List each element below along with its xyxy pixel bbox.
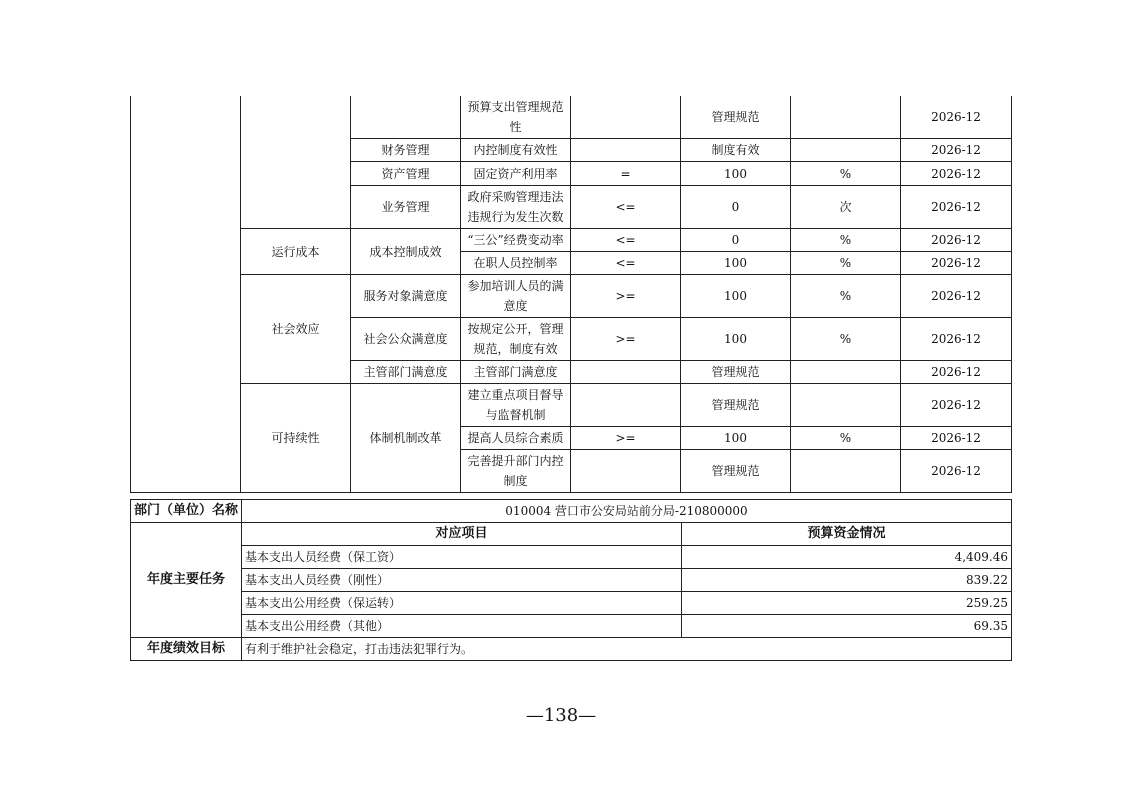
indicator-level3: 预算支出管理规范性 [461, 96, 571, 139]
target-value: 100 [681, 275, 791, 318]
deadline-cell: 2026-12 [901, 427, 1012, 450]
table-row [131, 275, 1012, 318]
target-value: 100 [681, 427, 791, 450]
operator-cell: <= [571, 186, 681, 229]
indicator-level2: 体制机制改革 [351, 384, 461, 493]
indicator-level3: 主管部门满意度 [461, 361, 571, 384]
deadline-cell: 2026-12 [901, 252, 1012, 275]
unit-cell: % [791, 275, 901, 318]
unit-cell [791, 384, 901, 427]
operator-cell: <= [571, 252, 681, 275]
indicator-level3: 政府采购管理违法违规行为发生次数 [461, 186, 571, 229]
unit-cell [791, 361, 901, 384]
deadline-cell: 2026-12 [901, 139, 1012, 162]
table-row [131, 523, 1012, 546]
task-amount: 839.22 [682, 569, 1012, 592]
indicator-level3: 固定资产利用率 [461, 162, 571, 186]
deadline-cell: 2026-12 [901, 275, 1012, 318]
table-row [131, 96, 1012, 139]
department-info-table [130, 499, 1012, 661]
operator-cell [571, 96, 681, 139]
target-value: 管理规范 [681, 450, 791, 493]
table-row [131, 384, 1012, 427]
target-value: 管理规范 [681, 384, 791, 427]
dept-name-label: 部门（单位）名称 [131, 500, 242, 523]
dept-name-value: 010004 营口市公安局站前分局-210800000 [242, 500, 1012, 523]
table-row [131, 569, 1012, 592]
task-name: 基本支出公用经费（保运转） [242, 592, 682, 615]
unit-cell: % [791, 162, 901, 186]
task-amount: 259.25 [682, 592, 1012, 615]
indicator-level2: 社会公众满意度 [351, 318, 461, 361]
target-value: 制度有效 [681, 139, 791, 162]
operator-cell [571, 139, 681, 162]
empty-cell [351, 96, 461, 139]
target-value: 管理规范 [681, 361, 791, 384]
task-name: 基本支出人员经费（保工资） [242, 546, 682, 569]
unit-cell: % [791, 318, 901, 361]
target-value: 0 [681, 186, 791, 229]
operator-cell: >= [571, 318, 681, 361]
task-name: 基本支出公用经费（其他） [242, 615, 682, 638]
performance-goal-value: 有利于维护社会稳定，打击违法犯罪行为。 [242, 638, 1012, 661]
indicator-level1: 运行成本 [241, 229, 351, 275]
performance-indicator-table [130, 96, 1012, 493]
deadline-cell: 2026-12 [901, 229, 1012, 252]
unit-cell: 次 [791, 186, 901, 229]
indicator-level3: 建立重点项目督导与监督机制 [461, 384, 571, 427]
table-row [131, 229, 1012, 252]
table-row [131, 500, 1012, 523]
indicator-level2: 业务管理 [351, 186, 461, 229]
performance-goal-label: 年度绩效目标 [131, 638, 242, 661]
indicator-level2: 主管部门满意度 [351, 361, 461, 384]
task-name: 基本支出人员经费（刚性） [242, 569, 682, 592]
indicator-level2: 服务对象满意度 [351, 275, 461, 318]
indicator-level1: 可持续性 [241, 384, 351, 493]
operator-cell [571, 450, 681, 493]
deadline-cell: 2026-12 [901, 450, 1012, 493]
deadline-cell: 2026-12 [901, 162, 1012, 186]
empty-cell [131, 96, 241, 493]
indicator-level2: 成本控制成效 [351, 229, 461, 275]
indicator-level3: 参加培训人员的满意度 [461, 275, 571, 318]
table-row [131, 615, 1012, 638]
indicator-level3: 提高人员综合素质 [461, 427, 571, 450]
table-row [131, 592, 1012, 615]
operator-cell: >= [571, 427, 681, 450]
target-value: 0 [681, 229, 791, 252]
deadline-cell: 2026-12 [901, 318, 1012, 361]
deadline-cell: 2026-12 [901, 384, 1012, 427]
column-header-budget: 预算资金情况 [682, 523, 1012, 546]
indicator-level2: 财务管理 [351, 139, 461, 162]
operator-cell [571, 384, 681, 427]
column-header-project: 对应项目 [242, 523, 682, 546]
unit-cell: % [791, 427, 901, 450]
target-value: 100 [681, 162, 791, 186]
operator-cell: >= [571, 275, 681, 318]
unit-cell [791, 139, 901, 162]
indicator-level3: 完善提升部门内控制度 [461, 450, 571, 493]
indicator-level2: 资产管理 [351, 162, 461, 186]
target-value: 100 [681, 252, 791, 275]
task-amount: 69.35 [682, 615, 1012, 638]
indicator-level3: 内控制度有效性 [461, 139, 571, 162]
table-row [131, 638, 1012, 661]
empty-cell [241, 96, 351, 229]
deadline-cell: 2026-12 [901, 361, 1012, 384]
unit-cell [791, 450, 901, 493]
unit-cell: % [791, 252, 901, 275]
unit-cell: % [791, 229, 901, 252]
annual-tasks-label: 年度主要任务 [131, 523, 242, 638]
operator-cell [571, 361, 681, 384]
unit-cell [791, 96, 901, 139]
operator-cell: = [571, 162, 681, 186]
deadline-cell: 2026-12 [901, 186, 1012, 229]
indicator-level3: “三公”经费变动率 [461, 229, 571, 252]
target-value: 管理规范 [681, 96, 791, 139]
table-row [131, 546, 1012, 569]
deadline-cell: 2026-12 [901, 96, 1012, 139]
indicator-level3: 按规定公开，管理规范，制度有效 [461, 318, 571, 361]
page-number: —138— [525, 705, 597, 726]
indicator-level1: 社会效应 [241, 275, 351, 384]
operator-cell: <= [571, 229, 681, 252]
indicator-level3: 在职人员控制率 [461, 252, 571, 275]
target-value: 100 [681, 318, 791, 361]
task-amount: 4,409.46 [682, 546, 1012, 569]
